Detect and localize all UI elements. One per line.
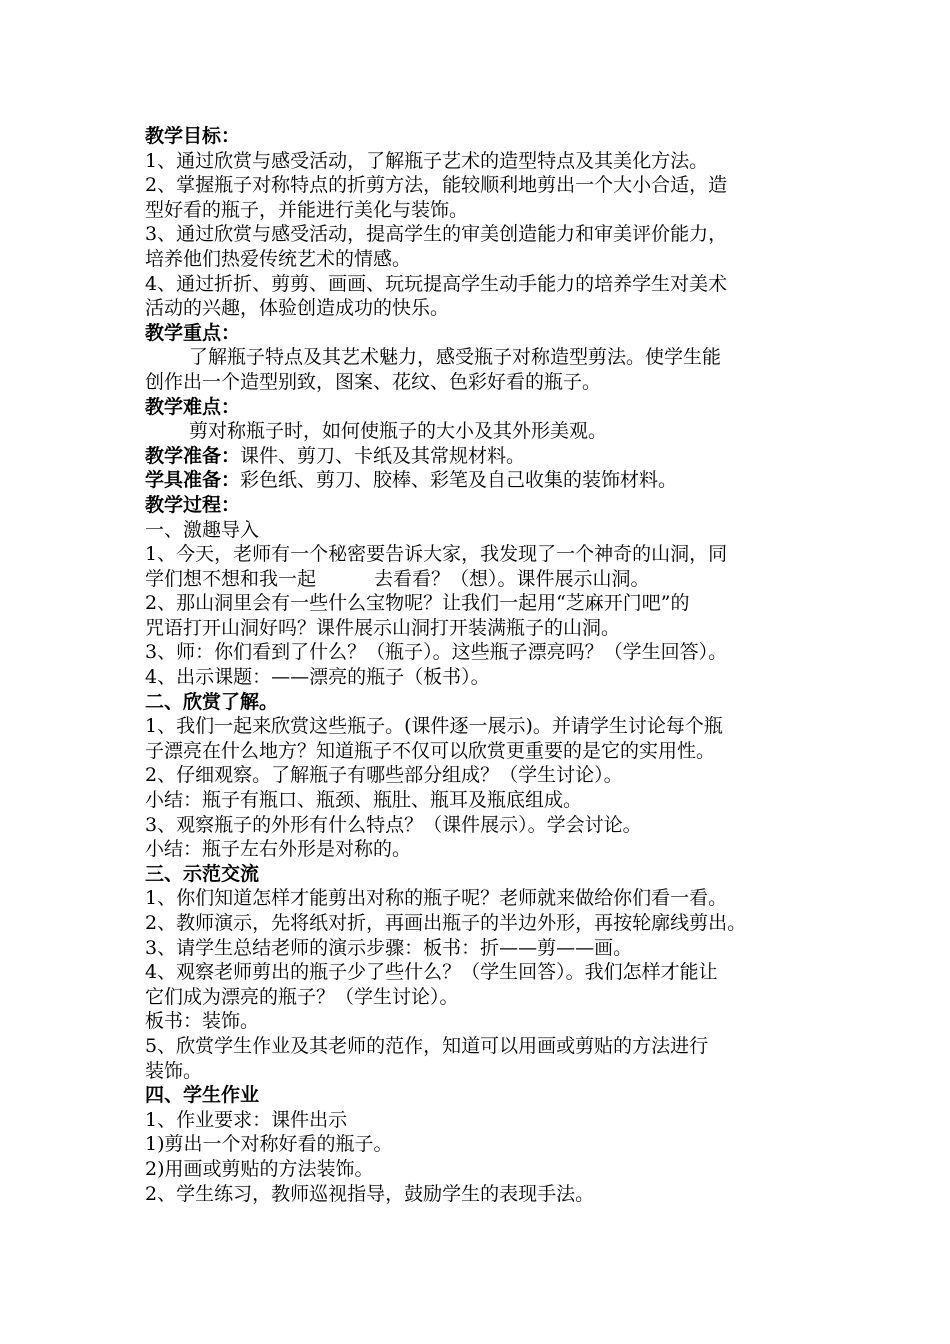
- text-line: [145, 763, 815, 788]
- text-line: [145, 640, 815, 665]
- line-text: 小结：瓶子左右外形是对称的。: [145, 838, 412, 861]
- line-text: 活动的兴趣，体验创造成功的快乐。: [145, 297, 450, 320]
- line-text: 创作出一个造型别致，图案、花纹、色彩好看的瓶子。: [145, 370, 602, 393]
- line-text-tail: 去看看？（想）。课件展示山洞。: [374, 567, 650, 590]
- line-text: 2、教师演示，先将纸对折，再画出瓶子的半边外形，再按轮廓线剪出。: [145, 912, 747, 934]
- line-text: 5、欣赏学生作业及其老师的范作，知道可以用画或剪贴的方法进行: [145, 1034, 709, 1057]
- section-heading: [145, 862, 815, 887]
- text-line: [145, 542, 815, 567]
- line-text: 1、作业要求：课件出示: [145, 1108, 348, 1131]
- section-heading: [145, 493, 815, 518]
- text-line: [145, 1157, 815, 1182]
- text-line: [145, 837, 815, 862]
- line-text: 四、学生作业: [145, 1084, 260, 1107]
- line-text: 三、示范交流: [145, 862, 260, 885]
- line-text: 一、激趣导入: [145, 518, 260, 541]
- line-text: 板书：装饰。: [145, 1010, 260, 1033]
- text-line: [145, 1034, 815, 1059]
- line-text: 4、观察老师剪出的瓶子少了些什么？（学生回答）。我们怎样才能让: [145, 961, 718, 984]
- text-line: [145, 518, 815, 543]
- line-text: 4、出示课题：——漂亮的瓶子（板书）。: [145, 666, 490, 689]
- line-text: 教学难点：: [145, 395, 241, 418]
- line-text: 1、我们一起来欣赏这些瓶子。(课件逐一展示)。并请学生讨论每个瓶: [145, 715, 723, 738]
- line-text: 2、仔细观察。了解瓶子有哪些部分组成？（学生讨论）。: [145, 764, 623, 787]
- text-line: [145, 468, 815, 493]
- text-line: [145, 936, 815, 961]
- text-line: [145, 296, 815, 321]
- text-line: [145, 1132, 815, 1157]
- text-line: [145, 149, 815, 174]
- text-line: [145, 1059, 815, 1084]
- line-text: 学们想不想和我一起: [145, 567, 317, 590]
- line-text: 剪对称瓶子时，如何使瓶子的大小及其外形美观。: [189, 420, 608, 443]
- text-line: [145, 813, 815, 838]
- section-heading: [145, 321, 815, 346]
- text-line: [145, 665, 815, 690]
- text-line: [145, 198, 815, 223]
- line-text: 型好看的瓶子，并能进行美化与装饰。: [145, 198, 469, 221]
- text-line: [145, 788, 815, 813]
- text-line: [145, 616, 815, 641]
- line-text: 1、今天，老师有一个秘密要告诉大家，我发现了一个神奇的山洞，同: [145, 543, 728, 566]
- text-line: [145, 345, 815, 370]
- text-line: [145, 173, 815, 198]
- document-page: [145, 124, 815, 1206]
- text-line: [145, 591, 815, 616]
- line-text: 彩色纸、剪刀、胶棒、彩笔及自己收集的装饰材料。: [240, 469, 678, 492]
- text-line: [145, 1108, 815, 1133]
- text-line: [145, 1009, 815, 1034]
- line-text: 二、欣赏了解。: [145, 690, 279, 713]
- line-text: 课件、剪刀、卡纸及其常规材料。: [240, 444, 526, 467]
- line-text: 了解瓶子特点及其艺术魅力，感受瓶子对称造型剪法。使学生能: [189, 346, 722, 369]
- line-text: 小结：瓶子有瓶口、瓶颈、瓶肚、瓶耳及瓶底组成。: [145, 789, 583, 812]
- line-text: 4、通过折折、剪剪、画画、玩玩提高学生动手能力的培养学生对美术: [145, 272, 728, 295]
- section-heading: [145, 690, 815, 715]
- line-text: 3、师：你们看到了什么？（瓶子）。这些瓶子漂亮吗？（学生回答）。: [145, 641, 728, 664]
- text-line: [145, 444, 815, 469]
- text-line: [145, 714, 815, 739]
- line-text: 3、请学生总结老师的演示步骤：板书：折——剪——画。: [145, 936, 633, 959]
- text-line: [145, 985, 815, 1010]
- line-text: 装饰。: [145, 1059, 203, 1082]
- line-text: 培养他们热爱传统艺术的情感。: [145, 247, 412, 270]
- line-text: 2)用画或剪贴的方法装饰。: [145, 1157, 374, 1180]
- text-line: [145, 222, 815, 247]
- section-heading: [145, 395, 815, 420]
- text-line: [145, 567, 815, 592]
- section-heading: [145, 124, 815, 149]
- text-line: [145, 960, 815, 985]
- line-text: 2、学生练习，教师巡视指导，鼓励学生的表现手法。: [145, 1182, 595, 1205]
- inline-label: 教学准备：: [145, 444, 241, 467]
- line-text: 1)剪出一个对称好看的瓶子。: [145, 1133, 393, 1156]
- line-text: 咒语打开山洞好吗？课件展示山洞打开装满瓶子的山洞。: [145, 616, 621, 639]
- line-text: 教学目标：: [145, 125, 241, 147]
- line-text: 2、那山洞里会有一些什么宝物呢？让我们一起用“芝麻开门吧”的: [145, 592, 690, 615]
- text-line: [145, 886, 815, 911]
- line-text: 它们成为漂亮的瓶子？（学生讨论）。: [145, 985, 459, 1008]
- text-line: [145, 739, 815, 764]
- text-line: [145, 1182, 815, 1207]
- line-text: 子漂亮在什么地方？知道瓶子不仅可以欣赏更重要的是它的实用性。: [145, 739, 716, 762]
- section-heading: [145, 1083, 815, 1108]
- line-text: 1、你们知道怎样才能剪出对称的瓶子呢？老师就来做给你们看一看。: [145, 887, 728, 910]
- inline-label: 学具准备：: [145, 469, 241, 492]
- line-text: 1、通过欣赏与感受活动，了解瓶子艺术的造型特点及其美化方法。: [145, 149, 709, 172]
- line-text: 3、通过欣赏与感受活动，提高学生的审美创造能力和审美评价能力，: [145, 223, 728, 246]
- text-line: [145, 272, 815, 297]
- text-line: [145, 419, 815, 444]
- line-text: 教学重点：: [145, 321, 241, 344]
- text-line: [145, 370, 815, 395]
- text-line: [145, 911, 815, 936]
- line-text: 2、掌握瓶子对称特点的折剪方法，能较顺利地剪出一个大小合适，造: [145, 174, 728, 197]
- line-text: 教学过程：: [145, 493, 241, 516]
- text-line: [145, 247, 815, 272]
- line-text: 3、观察瓶子的外形有什么特点？（课件展示）。学会讨论。: [145, 813, 642, 836]
